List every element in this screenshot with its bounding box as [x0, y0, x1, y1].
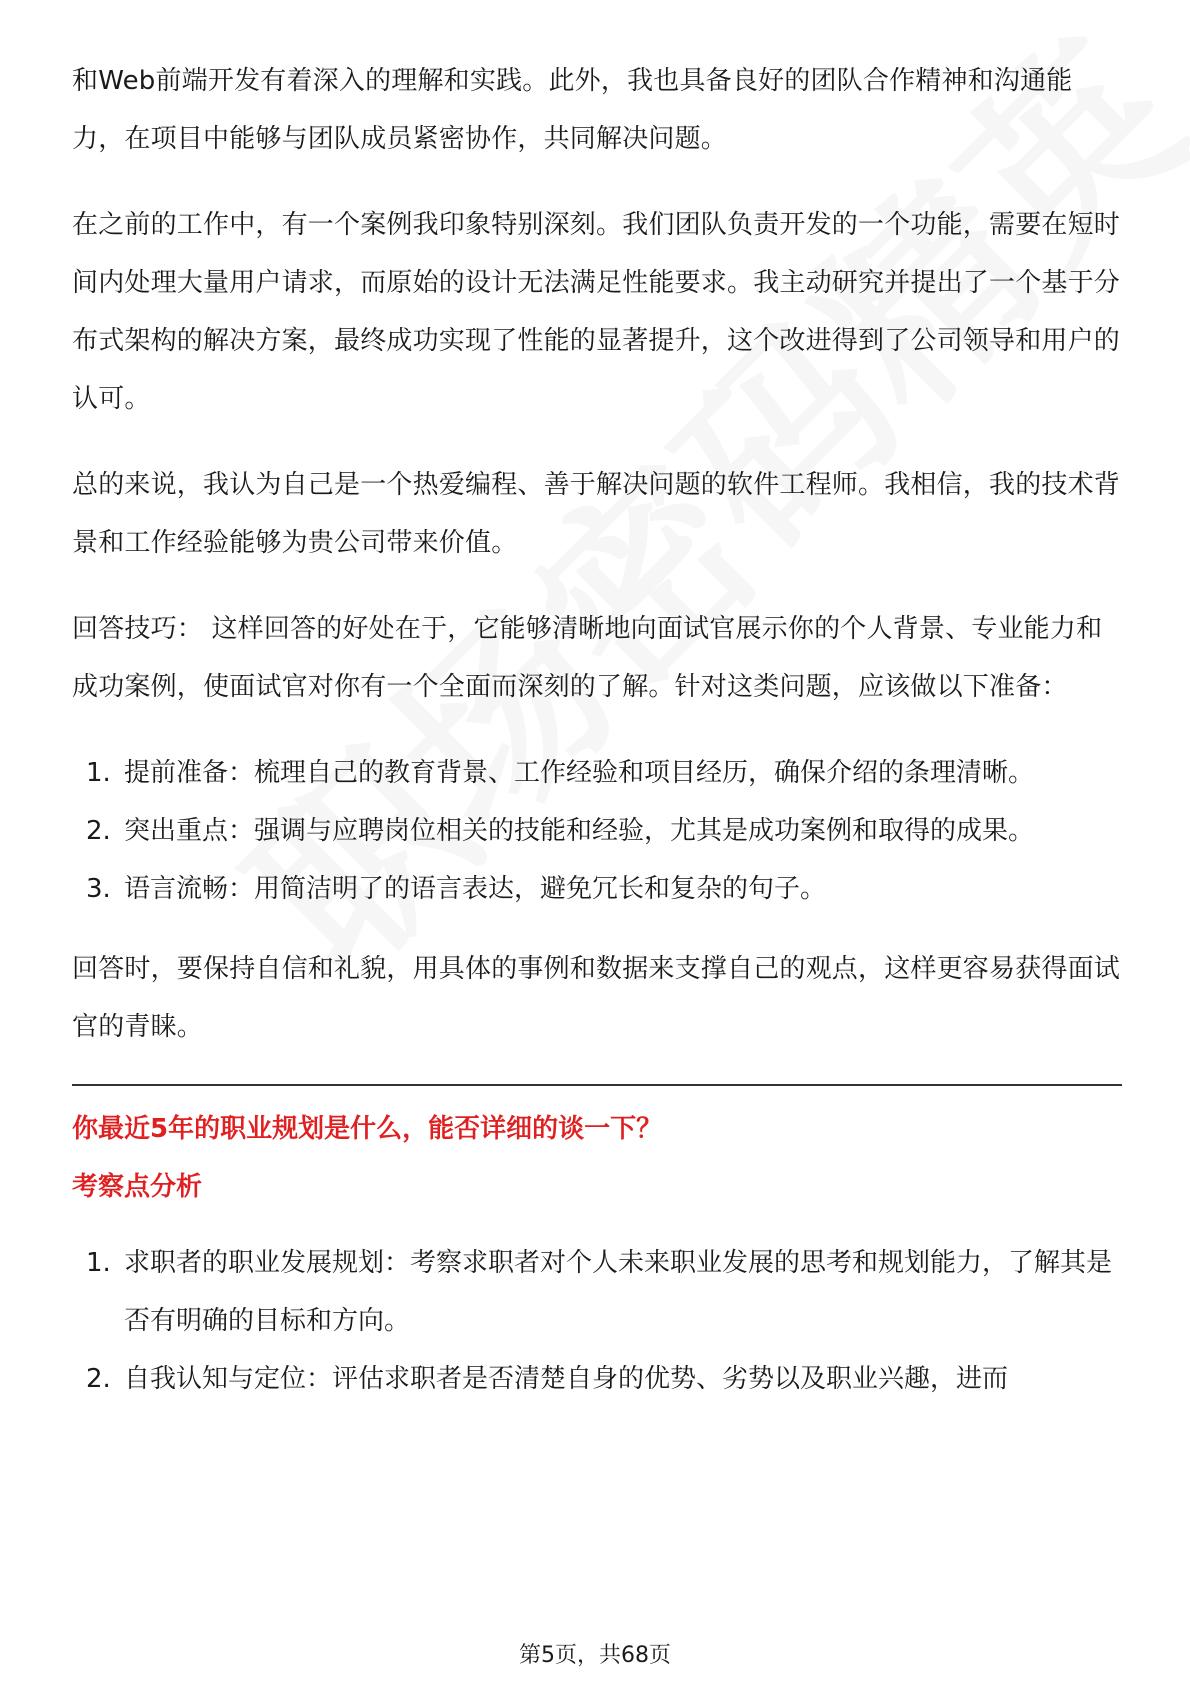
list-item-text: 突出重点：强调与应聘岗位相关的技能和经验，尤其是成功案例和取得的成果。	[124, 816, 1035, 846]
list-item-text: 语言流畅：用简洁明了的语言表达，避免冗长和复杂的句子。	[124, 874, 827, 904]
list-number: 2.	[86, 816, 111, 846]
list-item-text: 求职者的职业发展规划：考察求职者对个人未来职业发展的思考和规划能力，了解其是否有明确的目标和方向。	[124, 1248, 1113, 1336]
closing-paragraph: 回答时，要保持自信和礼貌，用具体的事例和数据来支撑自己的观点，这样更容易获得面试官的青睐。	[72, 954, 1121, 1042]
list-item	[72, 1234, 1122, 1350]
answer-tips-paragraph: 回答技巧： 这样回答的好处在于，它能够清晰地向面试官展示你的个人背景、专业能力和成功案例，使面试官对你有一个全面而深刻的了解。针对这类问题，应该做以下准备：	[72, 614, 1103, 702]
question-title: 你最近5年的职业规划是什么，能否详细的谈一下？	[72, 1114, 663, 1144]
list-item	[72, 1350, 1122, 1408]
list-item	[72, 802, 1122, 860]
analysis-title: 考察点分析	[72, 1172, 203, 1202]
list-number: 1.	[86, 758, 111, 788]
paragraph: 总的来说，我认为自己是一个热爱编程、善于解决问题的软件工程师。我相信，我的技术背景和工作经验能够为贵公司带来价值。	[72, 470, 1121, 558]
list-item-text: 自我认知与定位：评估求职者是否清楚自身的优势、劣势以及职业兴趣，进而	[124, 1364, 1009, 1394]
section-divider	[72, 1084, 1122, 1086]
tips-list	[72, 744, 1122, 918]
page-footer: 第5页，共68页	[519, 1643, 671, 1668]
paragraph: 在之前的工作中，有一个案例我印象特别深刻。我们团队负责开发的一个功能，需要在短时间内处理大量用户请求，而原始的设计无法满足性能要求。我主动研究并提出了一个基于分布式架构的解决方案，最终成功实现了性能的显著提升，这个改进得到了公司领导和用户的认可。	[72, 210, 1121, 414]
list-item	[72, 860, 1122, 918]
document-page	[72, 52, 1122, 1430]
list-number: 2.	[86, 1364, 111, 1394]
list-item	[72, 744, 1122, 802]
list-item-text: 提前准备：梳理自己的教育背景、工作经验和项目经历，确保介绍的条理清晰。	[124, 758, 1035, 788]
list-number: 3.	[86, 874, 111, 904]
analysis-list	[72, 1234, 1122, 1408]
list-number: 1.	[86, 1248, 111, 1278]
paragraph: 和Web前端开发有着深入的理解和实践。此外，我也具备良好的团队合作精神和沟通能力，在项目中能够与团队成员紧密协作，共同解决问题。	[72, 66, 1073, 154]
